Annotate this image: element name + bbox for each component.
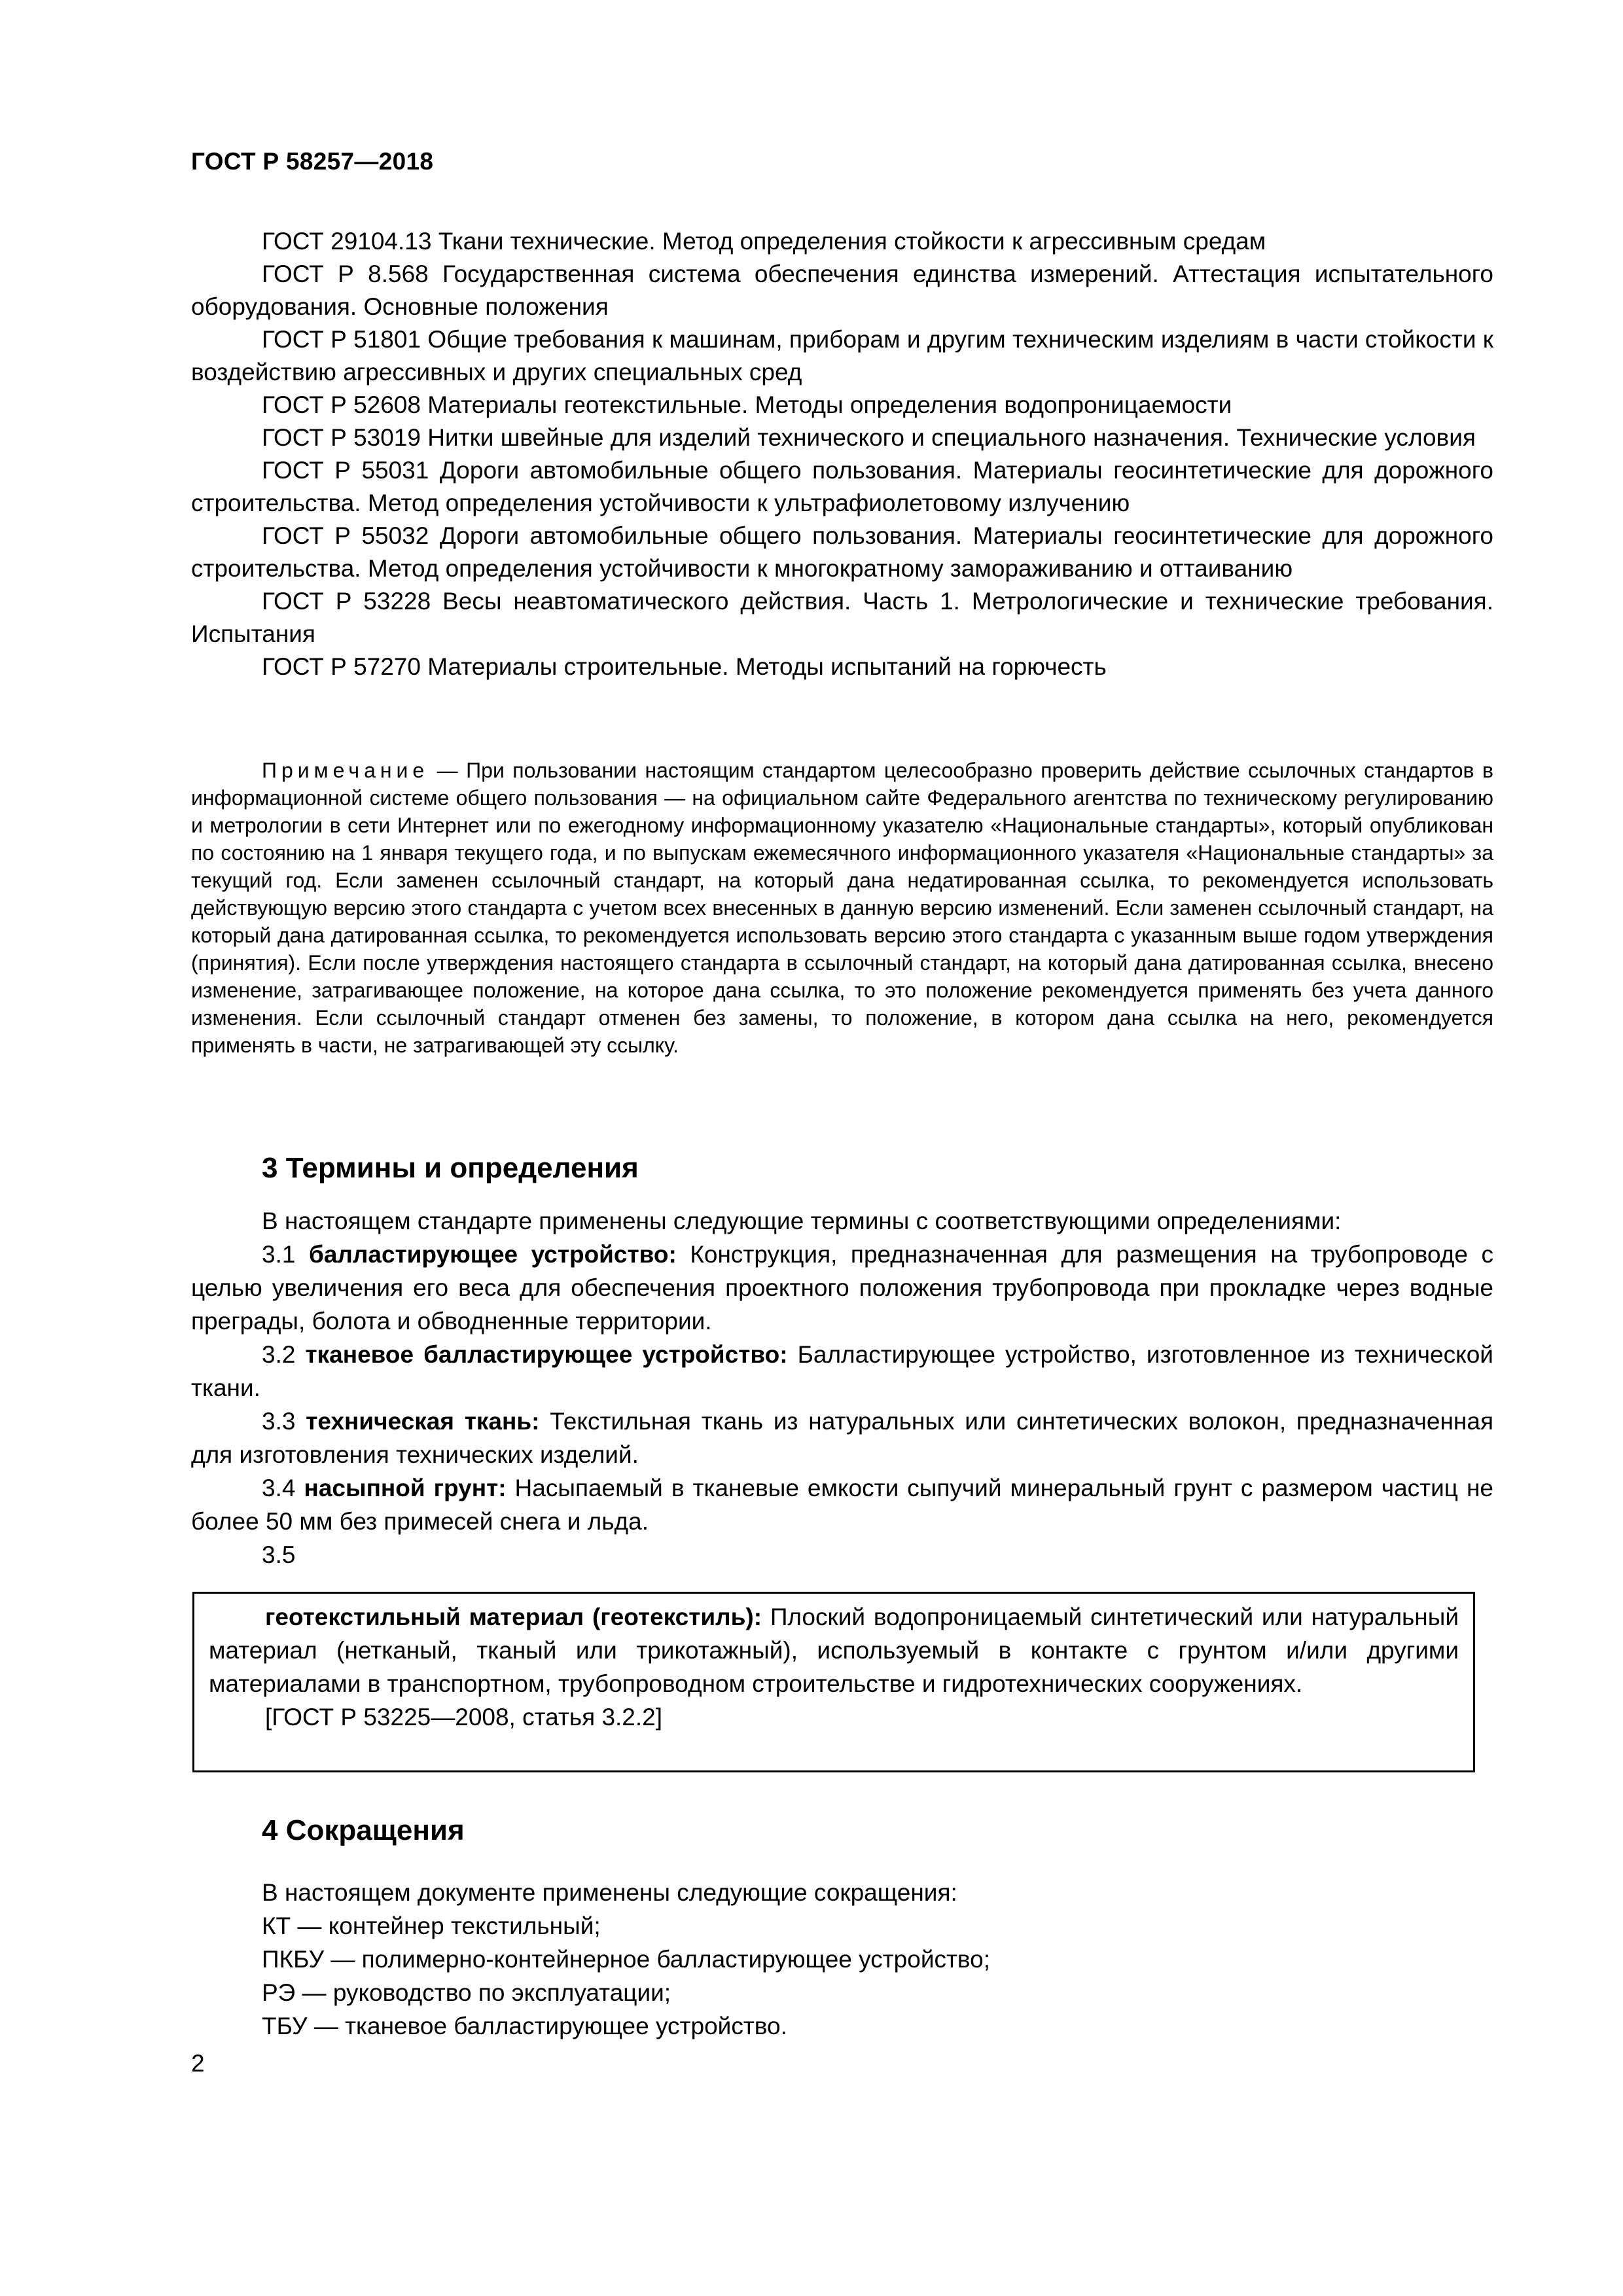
reference-item: ГОСТ Р 53019 Нитки швейные для изделий технического и специального назначения. Технические условия <box>262 424 1476 451</box>
normative-references-list <box>191 225 1493 683</box>
term-name: насыпной грунт: <box>304 1475 507 1501</box>
abbreviation-item: КТ — контейнер текстильный; <box>262 1912 601 1939</box>
reference-item: ГОСТ Р 55032 Дороги автомобильные общего пользования. Материалы геосинтетические для дорожного строительства. Метод определения устойчивости к многократному замораживанию и оттаиванию <box>191 522 1493 582</box>
references-note <box>191 757 1493 1059</box>
reference-item: ГОСТ Р 57270 Материалы строительные. Методы испытаний на горючесть <box>262 653 1107 680</box>
note-text: — При пользовании настоящим стандартом целесообразно проверить действие ссылочных стандартов в информационной системе общего пользования — на официальном сайте Федерального агентства по техническому регулированию и метрологии в сети Интернет или по ежегодному информационному указателю «Национальные стандарты», который опубликован по состоянию на 1 января текущего года, и по выпускам ежемесячного информационного указателя «Национальные стандарты» за текущий год. Если заменен ссылочный стандарт, на который дана недатированная ссылка, то рекомендуется использовать действующую версию этого стандарта с учетом всех внесенных в данную версию изменений. Если заменен ссылочный стандарт, на который дана датированная ссылка, то рекомендуется использовать версию этого стандарта с указанным выше годом утверждения (принятия). Если после утверждения настоящего стандарта в ссылочный стандарт, на который дана датированная ссылка, внесено изменение, затрагивающее положение, на которое дана ссылка, то это положение рекомендуется применять без учета данного изменения. Если ссылочный стандарт отменен без замены, то положение, в котором дана ссылка на него, рекомендуется применять в части, не затрагивающей эту ссылку. <box>191 759 1493 1057</box>
document-header: ГОСТ Р 58257—2018 <box>191 148 434 175</box>
reference-item: ГОСТ Р 51801 Общие требования к машинам, приборам и другим техническим изделиям в части стойкости к воздействию агрессивных и других специальных сред <box>191 326 1493 386</box>
reference-item: ГОСТ Р 53228 Весы неавтоматического действия. Часть 1. Метрологические и технические требования. Испытания <box>191 588 1493 647</box>
term-name: техническая ткань: <box>306 1408 540 1435</box>
abbreviation-item: ТБУ — тканевое балластирующее устройство. <box>262 2013 787 2039</box>
term-name: геотекстильный материал (геотекстиль): <box>265 1604 762 1630</box>
section-4-title: 4 Сокращения <box>262 1814 465 1846</box>
section-4-body <box>262 1876 1505 2043</box>
boxed-term-definition: геотекстильный материал (геотекстиль): Плоский водопроницаемый синтетический или натуральный материал (нетканый, тканый или трикотажный), используемый в контакте с грунтом и/или другими материалами в транспортном, трубопроводном строительстве и гидротехнических сооружениях. [ГОСТ Р 53225—2008, статья 3.2.2] <box>192 1592 1475 1772</box>
section-4-intro: В настоящем документе применены следующие сокращения: <box>262 1879 957 1906</box>
reference-item: ГОСТ Р 55031 Дороги автомобильные общего пользования. Материалы геосинтетические для дорожного строительства. Метод определения устойчивости к ультрафиолетовому излучению <box>191 457 1493 516</box>
term-source: [ГОСТ Р 53225—2008, статья 3.2.2] <box>265 1704 663 1731</box>
term-entry: 3.3 техническая ткань: Текстильная ткань из натуральных или синтетических волокон, предназначенная для изготовления технических изделий. <box>191 1408 1493 1468</box>
section-3-body <box>191 1204 1493 1571</box>
term-number-3-5: 3.5 <box>262 1541 296 1568</box>
term-name: балластирующее устройство: <box>308 1241 677 1268</box>
page-number: 2 <box>191 2050 205 2077</box>
term-entry: 3.2 тканевое балластирующее устройство: Балластирующее устройство, изготовленное из технической ткани. <box>191 1341 1493 1401</box>
term-entry: 3.1 балластирующее устройство: Конструкция, предназначенная для размещения на трубопроводе с целью увеличения его веса для обеспечения проектного положения трубопровода при прокладке через водные преграды, болота и обводненные территории. <box>191 1241 1493 1335</box>
term-entry: 3.4 насыпной грунт: Насыпаемый в тканевые емкости сыпучий минеральный грунт с размером частиц не более 50 мм без примесей снега и льда. <box>191 1475 1493 1535</box>
note-label: Примечание <box>262 759 429 782</box>
abbreviation-item: РЭ — руководство по эксплуатации; <box>262 1979 671 2006</box>
reference-item: ГОСТ Р 8.568 Государственная система обеспечения единства измерений. Аттестация испытательного оборудования. Основные положения <box>191 260 1493 320</box>
reference-item: ГОСТ Р 52608 Материалы геотекстильные. Методы определения водопроницаемости <box>262 391 1232 418</box>
term-name: тканевое балластирующее устройство: <box>305 1341 788 1368</box>
section-3-title: 3 Термины и определения <box>262 1152 639 1184</box>
section-3-intro: В настоящем стандарте применены следующие термины с соответствующими определениями: <box>262 1208 1342 1234</box>
reference-item: ГОСТ 29104.13 Ткани технические. Метод определения стойкости к агрессивным средам <box>262 228 1266 255</box>
abbreviation-item: ПКБУ — полимерно-контейнерное балластирующее устройство; <box>262 1946 991 1973</box>
